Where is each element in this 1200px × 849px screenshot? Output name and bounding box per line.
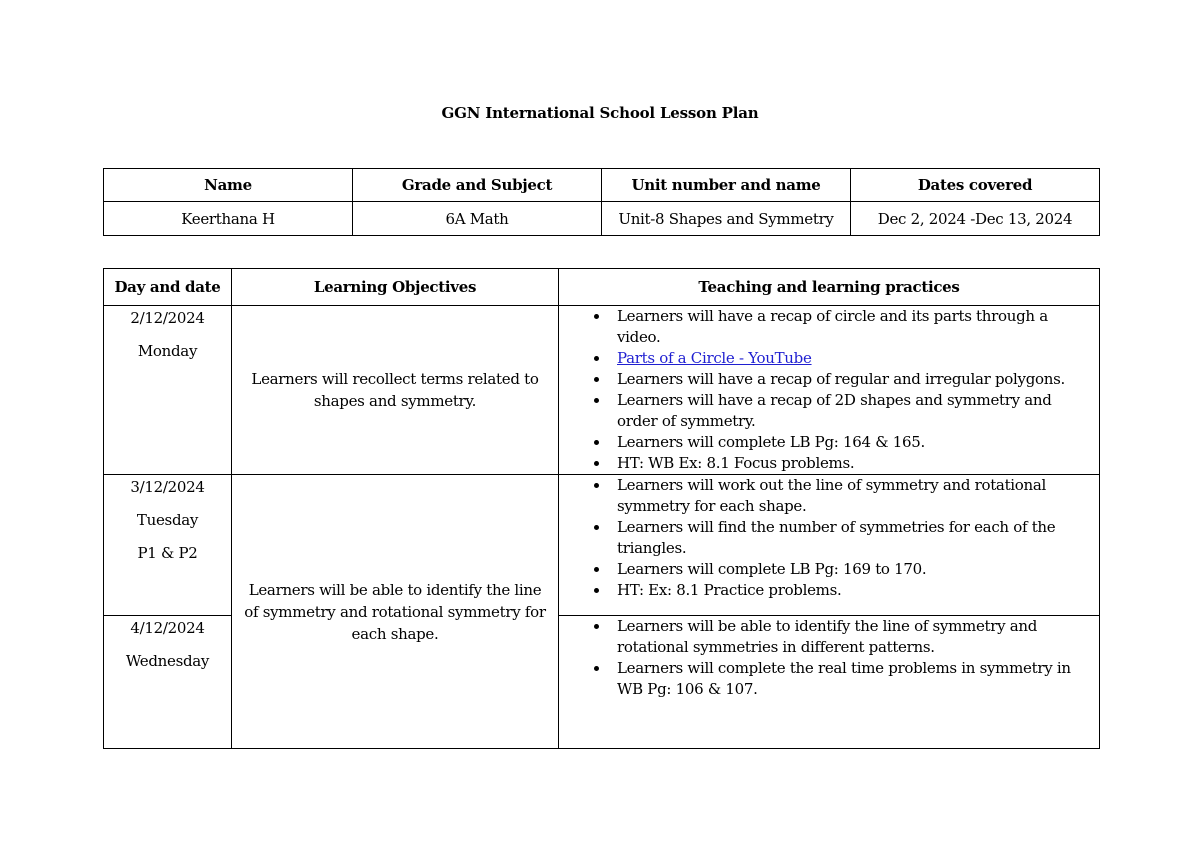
practices-cell bbox=[559, 475, 1100, 616]
unit-name: Unit-8 Shapes and Symmetry bbox=[602, 202, 851, 236]
day-cell bbox=[104, 306, 232, 475]
list-item: Learners will have a recap of 2D shapes and symmetry and order of symmetry. bbox=[617, 390, 1085, 432]
practices-list bbox=[559, 306, 1085, 474]
weekday-text: Monday bbox=[137, 342, 198, 360]
period-text: P1 & P2 bbox=[137, 544, 198, 562]
list-item: Learners will complete LB Pg: 164 & 165. bbox=[617, 432, 1085, 453]
list-item: Learners will have a recap of regular and irregular polygons. bbox=[617, 369, 1085, 390]
plan-table bbox=[103, 268, 1100, 749]
practices-cell bbox=[559, 616, 1100, 749]
header-day-date: Day and date bbox=[104, 269, 232, 306]
list-item: HT: WB Ex: 8.1 Focus problems. bbox=[617, 453, 1085, 474]
date-text: 3/12/2024 bbox=[130, 478, 205, 496]
objective-cell: Learners will be able to identify the line of symmetry and rotational symmetry for each shape. bbox=[232, 475, 559, 749]
list-item: Learners will be able to identify the line of symmetry and rotational symmetries in different patterns. bbox=[617, 616, 1085, 658]
list-item: Learners will complete the real time problems in symmetry in WB Pg: 106 & 107. bbox=[617, 658, 1085, 700]
practices-list bbox=[559, 475, 1085, 601]
info-table bbox=[103, 168, 1100, 236]
table-row bbox=[104, 306, 1100, 475]
date-text: 2/12/2024 bbox=[130, 309, 205, 327]
table-row bbox=[104, 475, 1100, 616]
info-value-row bbox=[104, 202, 1100, 236]
practices-cell bbox=[559, 306, 1100, 475]
document-title: GGN International School Lesson Plan bbox=[441, 104, 759, 122]
plan-header-row bbox=[104, 269, 1100, 306]
list-item bbox=[617, 348, 1085, 369]
weekday-text: Tuesday bbox=[136, 511, 199, 529]
youtube-link[interactable]: Parts of a Circle - YouTube bbox=[617, 349, 812, 367]
practices-list bbox=[559, 616, 1085, 700]
header-practices: Teaching and learning practices bbox=[559, 269, 1100, 306]
header-name: Name bbox=[104, 169, 353, 202]
weekday-text: Wednesday bbox=[125, 652, 210, 670]
list-item: Learners will have a recap of circle and its parts through a video. bbox=[617, 306, 1085, 348]
list-item: HT: Ex: 8.1 Practice problems. bbox=[617, 580, 1085, 601]
list-item: Learners will work out the line of symmetry and rotational symmetry for each shape. bbox=[617, 475, 1085, 517]
objective-cell: Learners will recollect terms related to shapes and symmetry. bbox=[232, 306, 559, 475]
dates-covered: Dec 2, 2024 -Dec 13, 2024 bbox=[851, 202, 1100, 236]
grade-subject: 6A Math bbox=[353, 202, 602, 236]
day-cell bbox=[104, 475, 232, 616]
header-grade-subject: Grade and Subject bbox=[353, 169, 602, 202]
date-text: 4/12/2024 bbox=[130, 619, 205, 637]
teacher-name: Keerthana H bbox=[104, 202, 353, 236]
list-item: Learners will find the number of symmetries for each of the triangles. bbox=[617, 517, 1085, 559]
header-dates: Dates covered bbox=[851, 169, 1100, 202]
list-item: Learners will complete LB Pg: 169 to 170. bbox=[617, 559, 1085, 580]
header-objectives: Learning Objectives bbox=[232, 269, 559, 306]
day-cell bbox=[104, 616, 232, 749]
header-unit: Unit number and name bbox=[602, 169, 851, 202]
info-header-row bbox=[104, 169, 1100, 202]
